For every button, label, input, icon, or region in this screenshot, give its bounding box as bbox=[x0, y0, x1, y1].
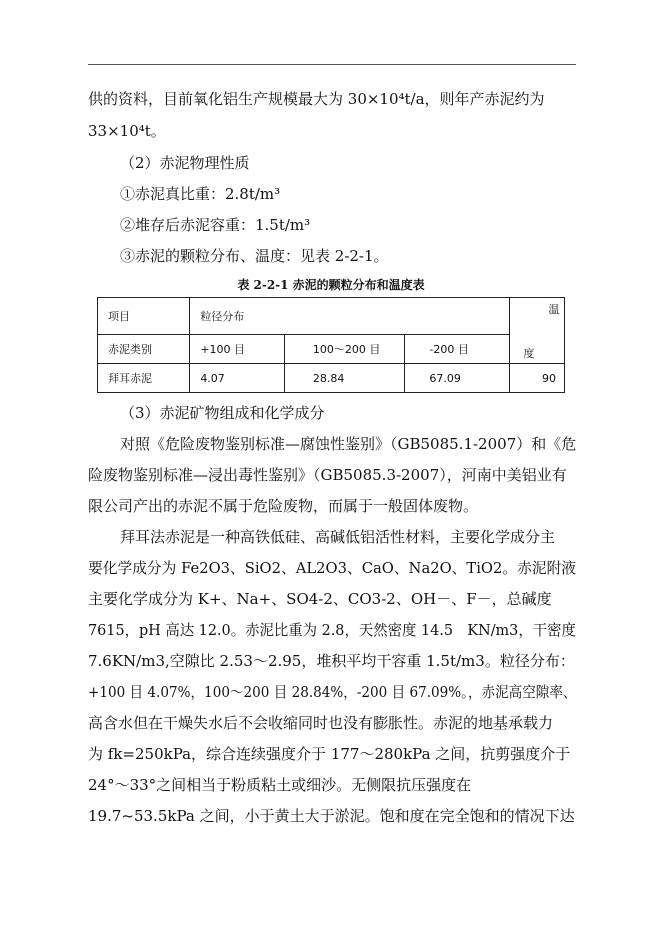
text-line: 24°～33°之间相当于粉质粘土或细沙。无侧限抗压强度在 bbox=[88, 776, 472, 794]
text-line: 对照《危险废物鉴别标准—腐蚀性鉴别》（GB5085.1-2007）和《危 bbox=[120, 435, 577, 453]
cell-minus200: 67.09 bbox=[405, 364, 510, 393]
text-line: 险废物鉴别标准—浸出毒性鉴别》（GB5085.3-2007），河南中美铝业有 bbox=[88, 466, 567, 484]
header-distribution: 粒径分布 bbox=[190, 298, 510, 335]
text-line: 高含水但在干燥失水后不会收缩同时也没有膨胀性。赤泥的地基承载力 bbox=[88, 714, 554, 732]
text-line: 主要化学成分为 K+、Na+、SO4-2、CO3-2、OH－、F－，总碱度 bbox=[88, 590, 552, 608]
section-heading: （3）赤泥矿物组成和化学成分 bbox=[120, 404, 325, 422]
text-line: ①赤泥真比重：2.8t/m³ bbox=[120, 185, 281, 203]
header-100-200: 100～200 目 bbox=[284, 335, 405, 364]
text-line: 要化学成分为 Fe2O3、SiO2、AL2O3、CaO、Na2O、TiO2。赤泥附液 bbox=[88, 559, 577, 577]
text-line: ②堆存后赤泥容重：1.5t/m³ bbox=[120, 216, 311, 234]
section-heading: （2）赤泥物理性质 bbox=[120, 154, 250, 172]
text-line: 33×10⁴t。 bbox=[88, 122, 166, 140]
header-type: 赤泥类别 bbox=[98, 335, 190, 364]
particle-table bbox=[97, 297, 565, 393]
header-temperature-1: 温 bbox=[548, 302, 560, 316]
cell-100-200: 28.84 bbox=[284, 364, 405, 393]
header-temperature bbox=[510, 298, 565, 364]
text-line: ③赤泥的颗粒分布、温度：见表 2-2-1。 bbox=[120, 247, 389, 265]
text-line: +100 目 4.07%，100～200 目 28.84%，-200 目 67.09%。，赤泥高空隙率、 bbox=[88, 683, 577, 701]
text-line: 限公司产出的赤泥不属于危险废物，而属于一般固体废物。 bbox=[88, 497, 479, 515]
header-item: 项目 bbox=[98, 298, 190, 335]
text-line: 供的资料，目前氧化铝生产规模最大为 30×10⁴t/a，则年产赤泥约为 bbox=[88, 90, 545, 108]
cell-temperature: 90 bbox=[510, 364, 565, 393]
text-line: 为 fk=250kPa，综合连续强度介于 177～280kPa 之间，抗剪强度介于 bbox=[88, 745, 571, 763]
text-line: 7.6KN/m3,空隙比 2.53～2.95，堆积平均干容重 1.5t/m3。粒径分布： bbox=[88, 652, 575, 670]
text-line: 拜耳法赤泥是一种高铁低硅、高碱低铝活性材料，主要化学成分主 bbox=[120, 528, 556, 546]
text-line: 19.7~53.5kPa 之间，小于黄土大于淤泥。饱和度在完全饱和的情况下达 bbox=[88, 807, 575, 825]
header-minus200: -200 目 bbox=[405, 335, 510, 364]
text-line: 7615，pH 高达 12.0。赤泥比重为 2.8，天然密度 14.5 KN/m3，干密度 bbox=[88, 621, 576, 639]
cell-plus100: 4.07 bbox=[190, 364, 285, 393]
header-temperature-2: 度 bbox=[523, 346, 535, 360]
header-rule bbox=[88, 64, 576, 65]
row-label: 拜耳赤泥 bbox=[98, 364, 190, 393]
header-plus100: +100 目 bbox=[190, 335, 285, 364]
table-title: 表 2-2-1 赤泥的颗粒分布和温度表 bbox=[237, 278, 425, 292]
